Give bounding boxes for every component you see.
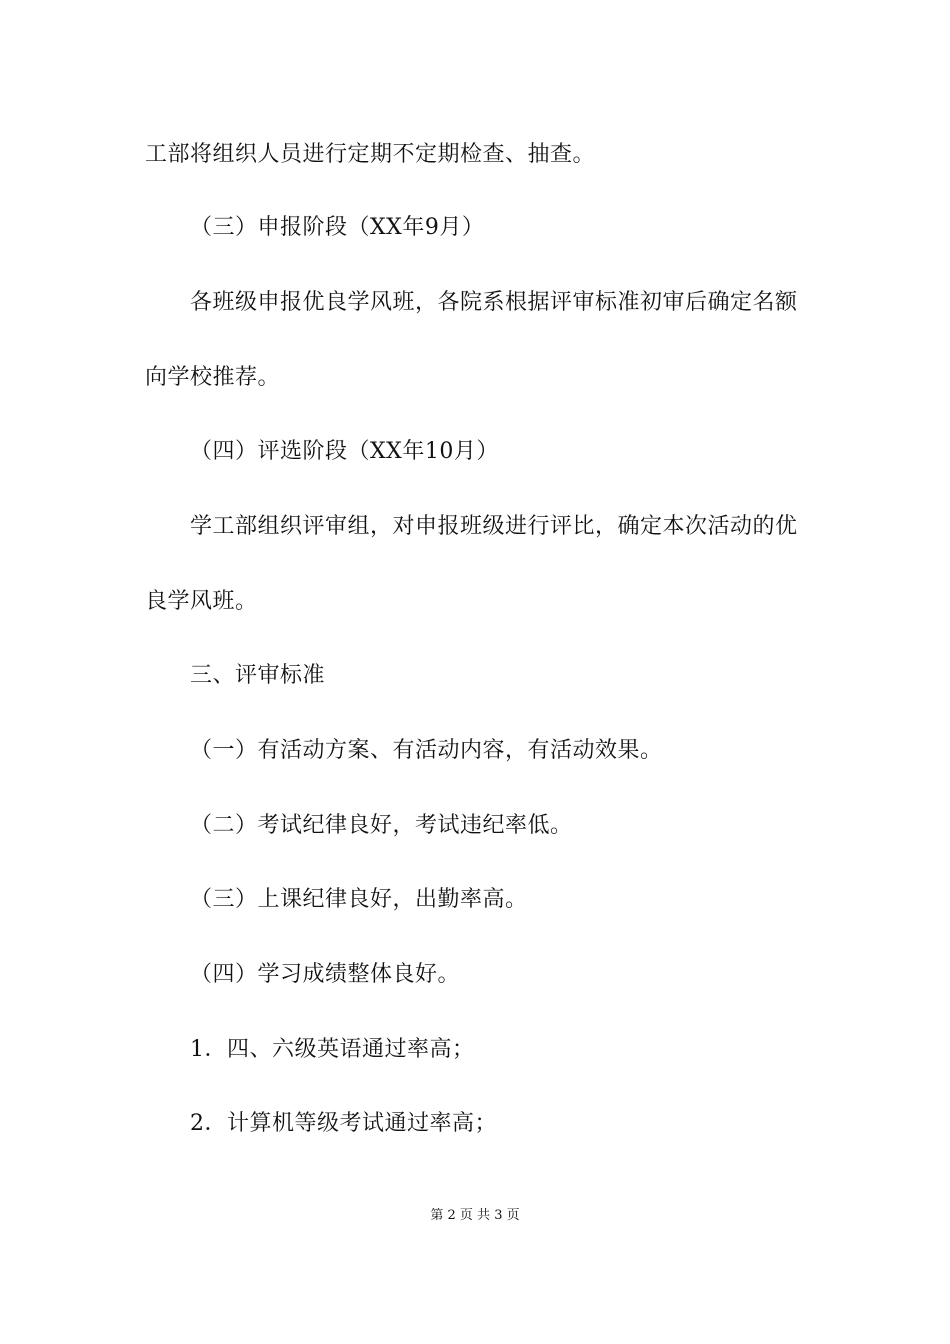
criteria-item: （二）考试纪律良好，考试违纪率低。 [190,813,573,838]
paragraph-line: 学工部组织评审组，对申报班级进行评比，确定本次活动的优 [190,514,798,539]
criteria-item: （四）学习成绩整体良好。 [190,962,461,987]
list-item: 1．四、六级英语通过率高； [190,1037,475,1062]
criteria-item: （三）上课纪律良好，出勤率高。 [190,887,528,912]
paragraph-line: 工部将组织人员进行定期不定期检查、抽查。 [145,142,596,167]
page-footer [0,1207,950,1225]
page-number: 第 2 页 共 3 页 [430,1208,520,1223]
section-heading: 三、评审标准 [190,663,326,688]
paragraph-line: 向学校推荐。 [145,365,281,390]
section-heading: （四）评选阶段（XX年10月） [190,439,499,464]
criteria-item: （一）有活动方案、有活动内容，有活动效果。 [190,738,663,763]
list-item: 2．计算机等级考试通过率高； [190,1111,497,1136]
paragraph-line: 良学风班。 [145,589,258,614]
section-heading: （三）申报阶段（XX年9月） [190,215,485,240]
paragraph-line: 各班级申报优良学风班，各院系根据评审标准初审后确定名额 [190,290,798,315]
